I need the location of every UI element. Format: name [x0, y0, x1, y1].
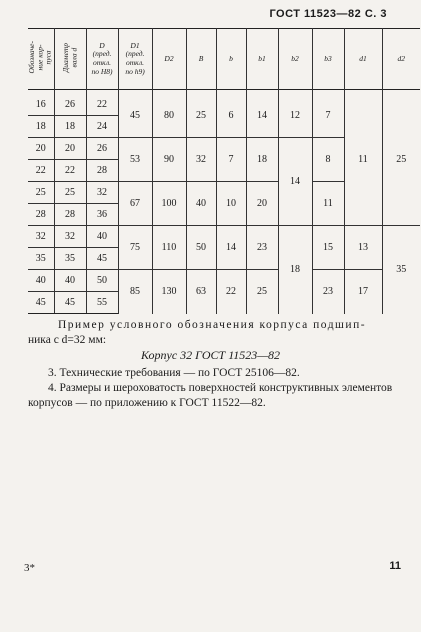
cell-d: 25: [54, 182, 86, 204]
cell-num: 16: [28, 90, 54, 116]
cell-B: 32: [186, 138, 216, 182]
cell-D: 32: [86, 182, 118, 204]
cell-b1: 14: [246, 90, 278, 138]
header-d1: d1: [344, 29, 382, 90]
header-b1: b1: [246, 29, 278, 90]
page-footer-mark: 3*: [24, 562, 35, 574]
cell-num: 20: [28, 138, 54, 160]
cell-d2: 35: [382, 226, 420, 314]
cell-D: 45: [86, 248, 118, 270]
table-row: [28, 90, 420, 116]
cell-b1: 25: [246, 270, 278, 314]
cell-b2: 12: [278, 90, 312, 138]
cell-d: 32: [54, 226, 86, 248]
cell-b3: 15: [312, 226, 344, 270]
cell-D1: 75: [118, 226, 152, 270]
cell-b: 7: [216, 138, 246, 182]
cell-D: 24: [86, 116, 118, 138]
cell-b3: 8: [312, 138, 344, 182]
cell-b1: 18: [246, 138, 278, 182]
header-designation: Обозначе- ние кор- пуса: [28, 29, 54, 90]
cell-num: 28: [28, 204, 54, 226]
table-row: [28, 270, 420, 292]
cell-b: 22: [216, 270, 246, 314]
header-b2: b2: [278, 29, 312, 90]
cell-D1: 45: [118, 90, 152, 138]
cell-d: 40: [54, 270, 86, 292]
header-D2: D2: [152, 29, 186, 90]
cell-D1: 85: [118, 270, 152, 314]
cell-d: 26: [54, 90, 86, 116]
cell-num: 45: [28, 292, 54, 314]
cell-d: 22: [54, 160, 86, 182]
cell-D2: 130: [152, 270, 186, 314]
cell-B: 50: [186, 226, 216, 270]
cell-D1: 67: [118, 182, 152, 226]
cell-b: 10: [216, 182, 246, 226]
example-paragraph: [28, 318, 400, 348]
designation-example: Корпус 32 ГОСТ 11523—82: [141, 348, 280, 362]
example-line-1: Пример условного обозначения корпуса подшип-: [58, 319, 367, 331]
cell-d1: 17: [344, 270, 382, 314]
cell-d: 18: [54, 116, 86, 138]
cell-D: 28: [86, 160, 118, 182]
cell-D2: 100: [152, 182, 186, 226]
clause-4: 4. Размеры и шероховатость поверхностей конструктивных элементов корпусов — по приложению к ГОСТ 11522—82.: [28, 382, 393, 409]
cell-d1: 13: [344, 226, 382, 270]
clause-3: 3. Технические требования — по ГОСТ 25106—82.: [48, 367, 300, 379]
cell-b3: 7: [312, 90, 344, 138]
cell-d2: 25: [382, 90, 420, 226]
page-number: 11: [389, 560, 401, 572]
cell-num: 35: [28, 248, 54, 270]
table-header-row: [28, 29, 420, 90]
page-header: ГОСТ 11523—82 С. 3: [269, 8, 387, 20]
cell-D: 55: [86, 292, 118, 314]
header-b: b: [216, 29, 246, 90]
cell-b3: 23: [312, 270, 344, 314]
header-D: D (пред. откл. по H8): [86, 29, 118, 90]
cell-b: 6: [216, 90, 246, 138]
cell-b1: 23: [246, 226, 278, 270]
cell-d: 35: [54, 248, 86, 270]
cell-d: 20: [54, 138, 86, 160]
cell-b3: 11: [312, 182, 344, 226]
cell-d1: 11: [344, 90, 382, 226]
header-B: B: [186, 29, 216, 90]
cell-b: 14: [216, 226, 246, 270]
cell-D: 50: [86, 270, 118, 292]
cell-num: 32: [28, 226, 54, 248]
cell-B: 40: [186, 182, 216, 226]
cell-b1: 20: [246, 182, 278, 226]
cell-num: 18: [28, 116, 54, 138]
cell-b2: 18: [278, 226, 312, 314]
cell-B: 25: [186, 90, 216, 138]
header-b3: b3: [312, 29, 344, 90]
cell-D2: 90: [152, 138, 186, 182]
header-shaft-diameter: Диаметр вала d: [54, 29, 86, 90]
cell-D: 36: [86, 204, 118, 226]
cell-d: 28: [54, 204, 86, 226]
header-D1: D1 (пред. откл. по h9): [118, 29, 152, 90]
header-d2: d2: [382, 29, 420, 90]
cell-B: 63: [186, 270, 216, 314]
table-row: [28, 226, 420, 248]
cell-num: 25: [28, 182, 54, 204]
cell-b2: 14: [278, 138, 312, 226]
cell-d: 45: [54, 292, 86, 314]
cell-num: 40: [28, 270, 54, 292]
cell-num: 22: [28, 160, 54, 182]
cell-D: 22: [86, 90, 118, 116]
example-line-2: ника с d=32 мм:: [28, 334, 107, 346]
cell-D2: 80: [152, 90, 186, 138]
dimensions-table: [28, 28, 420, 314]
cell-D2: 110: [152, 226, 186, 270]
cell-D: 40: [86, 226, 118, 248]
cell-D: 26: [86, 138, 118, 160]
cell-D1: 53: [118, 138, 152, 182]
